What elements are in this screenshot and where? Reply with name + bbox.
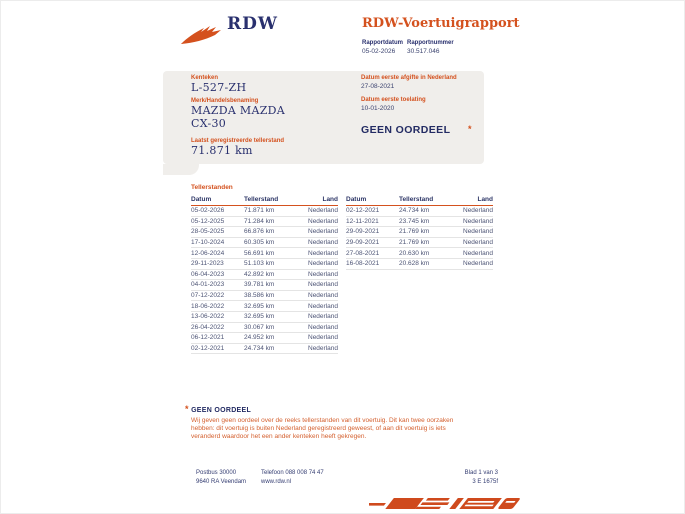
verdict-asterisk: * [468, 124, 472, 134]
table-cell: Nederland [463, 239, 493, 247]
table-row [191, 238, 338, 249]
odometer-table-right [346, 195, 493, 270]
table-row [191, 248, 338, 259]
odometer-table-left [191, 195, 338, 354]
table-cell: 21.769 km [399, 239, 430, 247]
table-cell: 29-11-2023 [191, 260, 224, 268]
column-header-datum: Datum [346, 196, 367, 203]
table-row [346, 227, 493, 238]
footer-form-code: 3 E 1675f [472, 478, 498, 485]
column-header-tellerstand: Tellerstand [399, 196, 434, 203]
column-header-land: Land [477, 196, 493, 203]
table-row [191, 217, 338, 228]
table-row [191, 323, 338, 334]
footer-phone: Telefoon 088 008 74 47 [261, 470, 324, 476]
table-cell: 27-08-2021 [346, 249, 380, 257]
table-cell: 32.695 km [244, 302, 275, 310]
table-cell: Nederland [463, 217, 493, 225]
table-cell: Nederland [463, 249, 493, 257]
table-row [191, 312, 338, 323]
table-cell: 51.103 km [244, 260, 275, 268]
eerste-afgifte-value: 27-08-2021 [361, 83, 395, 90]
kenteken-label: Kenteken [191, 75, 219, 81]
table-row [191, 270, 338, 281]
verdict-explanation-text: Wij geven geen oordeel over de reeks tellerstanden van dit voertuig. Dit kan twee oorzaken hebben: dit voertuig is buiten Nederland geregistreerd geweest, of aan dit voertuig is iets veranderd waardoor het een ander kenteken heeft gekregen. [191, 417, 454, 440]
table-row [191, 291, 338, 302]
table-cell: 05-02-2026 [191, 207, 225, 215]
table-cell: 71.871 km [244, 207, 275, 215]
table-row [346, 248, 493, 259]
table-cell: 02-12-2021 [346, 207, 380, 215]
column-header-tellerstand: Tellerstand [244, 196, 279, 203]
table-header [191, 195, 338, 206]
table-cell: Nederland [308, 228, 338, 236]
table-row [191, 227, 338, 238]
tellerstanden-section-title: Tellerstanden [191, 184, 233, 191]
table-cell: Nederland [308, 292, 338, 300]
table-cell: 24.734 km [399, 207, 430, 215]
eerste-toelating-label: Datum eerste toelating [361, 97, 426, 103]
table-cell: 28-05-2025 [191, 228, 225, 236]
table-cell: Nederland [308, 207, 338, 215]
table-cell: 20.630 km [399, 249, 430, 257]
table-row [191, 301, 338, 312]
table-cell: 38.586 km [244, 292, 275, 300]
tellerstand-label: Laatst geregistreerde tellerstand [191, 138, 285, 144]
table-cell: Nederland [308, 302, 338, 310]
table-cell: 29-09-2021 [346, 239, 380, 247]
report-date-label: Rapportdatum [362, 40, 403, 46]
table-cell: 24.734 km [244, 345, 275, 353]
report-date-value: 05-02-2026 [362, 48, 396, 55]
table-cell: Nederland [463, 207, 493, 215]
column-header-datum: Datum [191, 196, 212, 203]
table-row [191, 280, 338, 291]
table-cell: 32.695 km [244, 313, 275, 321]
table-row [191, 206, 338, 217]
footer-contact [261, 469, 324, 486]
verdict-section-title [185, 404, 251, 414]
footer-page-number: Blad 1 van 3 [464, 470, 498, 476]
verdict-badge: GEEN OORDEEL [361, 124, 451, 136]
table-cell: 71.284 km [244, 217, 275, 225]
table-cell: Nederland [308, 249, 338, 257]
tellerstand-value: 71.871 km [191, 144, 253, 157]
footer-address-line1: Postbus 30000 [196, 470, 237, 476]
table-cell: Nederland [308, 334, 338, 342]
table-cell: 21.769 km [399, 228, 430, 236]
table-cell: Nederland [308, 323, 338, 331]
table-row [346, 238, 493, 249]
eerste-toelating-value: 10-01-2020 [361, 105, 395, 112]
table-cell: 02-12-2021 [191, 345, 225, 353]
rdw-wing-logo-icon [179, 20, 225, 46]
kenteken-value: L-527-ZH [191, 81, 247, 94]
report-number-value: 30.517.046 [407, 48, 440, 55]
table-row [191, 344, 338, 355]
table-cell: 17-10-2024 [191, 239, 225, 247]
table-cell: Nederland [308, 217, 338, 225]
page-title: RDW-Voertuigrapport [362, 16, 520, 31]
table-cell: 24.952 km [244, 334, 275, 342]
table-cell: 20.628 km [399, 260, 430, 268]
table-cell: Nederland [308, 270, 338, 278]
table-cell: Nederland [308, 281, 338, 289]
table-cell: 12-06-2024 [191, 249, 225, 257]
report-number-label: Rapportnummer [407, 40, 454, 46]
merk-value: MAZDA MAZDA CX-30 [191, 104, 286, 130]
table-cell: 39.781 km [244, 281, 275, 289]
table-header [346, 195, 493, 206]
footer-address-line2: 9640 RA Veendam [196, 478, 247, 485]
table-cell: Nederland [463, 228, 493, 236]
table-cell: 06-04-2023 [191, 270, 225, 278]
table-cell: 60.305 km [244, 239, 275, 247]
table-cell: 26-04-2022 [191, 323, 225, 331]
speed-lines-graphic [369, 494, 529, 514]
verdict-section-title-text: GEEN OORDEEL [191, 407, 252, 414]
footer-address [196, 469, 246, 486]
table-cell: 18-06-2022 [191, 302, 225, 310]
rdw-logo-text: RDW [227, 14, 278, 34]
table-cell: 42.892 km [244, 270, 275, 278]
table-row [346, 217, 493, 228]
table-cell: 23.745 km [399, 217, 430, 225]
table-cell: Nederland [308, 239, 338, 247]
merk-label: Merk/Handelsbenaming [191, 98, 259, 104]
table-cell: 04-01-2023 [191, 281, 225, 289]
footer-page-info [431, 469, 498, 486]
table-row [191, 333, 338, 344]
eerste-afgifte-label: Datum eerste afgifte in Nederland [361, 75, 457, 81]
table-row [346, 259, 493, 270]
table-cell: 30.067 km [244, 323, 275, 331]
table-cell: Nederland [308, 260, 338, 268]
verdict-section-asterisk: * [185, 404, 189, 414]
table-cell: 07-12-2022 [191, 292, 225, 300]
table-cell: 56.691 km [244, 249, 275, 257]
table-cell: Nederland [463, 260, 493, 268]
table-row [191, 259, 338, 270]
table-cell: 29-09-2021 [346, 228, 380, 236]
table-cell: 16-08-2021 [346, 260, 380, 268]
table-cell: 13-06-2022 [191, 313, 225, 321]
table-cell: 66.876 km [244, 228, 275, 236]
table-row [346, 206, 493, 217]
column-header-land: Land [322, 196, 338, 203]
table-cell: 06-12-2021 [191, 334, 225, 342]
table-cell: Nederland [308, 345, 338, 353]
table-cell: 12-11-2021 [346, 217, 379, 225]
table-cell: Nederland [308, 313, 338, 321]
footer-website: www.rdw.nl [261, 478, 292, 485]
table-cell: 05-12-2025 [191, 217, 225, 225]
